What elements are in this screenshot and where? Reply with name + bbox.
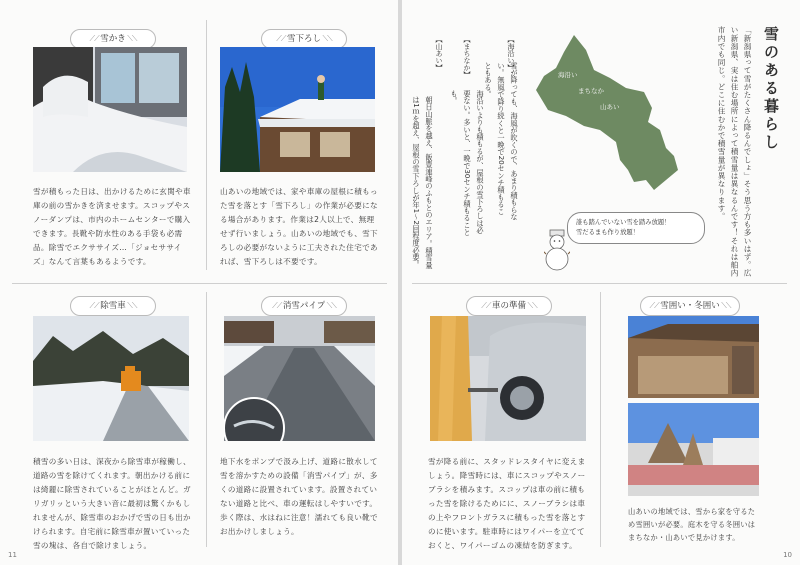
row-divider <box>12 283 387 284</box>
photo-snow-shoveling <box>33 47 187 172</box>
page-number-right: 10 <box>783 551 792 559</box>
photo-snow-fence-house <box>628 316 759 398</box>
section-title-roof-snow: ⟋⟋ 雪下ろし ⟍⟍ <box>261 29 347 49</box>
intro-text: 「新潟県って雪がたくさん降るんでしょ」そう思う方も多いはず。広い新潟県、実は住む場所によって積雪量は異なるんです！それは舶内市内でも同じ。どこに住むかで積雪量が異なります。 <box>717 26 752 278</box>
section-title-snow-fence: ⟋⟋ 雪囲い・冬囲い ⟍⟍ <box>640 296 740 316</box>
section-text-roof-snow: 山あいの地域では、家や車庫の屋根に積もった雪を落とす「雪下ろし」の作業が必要になる場合があります。作業は2人以上で、無理せず行いましょう。山あいの地域でも、雪下ろしの必要がないように工夫された住宅であれば、雪下ろしは不要です。 <box>220 187 378 266</box>
region-label-town: 【まちなか】 <box>463 36 471 78</box>
map-label-town: まちなか <box>578 87 604 95</box>
column-divider <box>206 20 207 270</box>
section-title-snowplow: ⟋⟋ 除雪車 ⟍⟍ <box>70 296 156 316</box>
photo-snow-melting-pipe <box>224 316 375 441</box>
speech-line-1: 誰も踏んでいない雪を踏み放題！ <box>576 219 671 226</box>
photo-car-prep <box>430 316 586 441</box>
snowman-icon <box>544 228 570 272</box>
city-map <box>534 30 682 195</box>
map-label-mountain: 山あい <box>600 103 620 111</box>
section-title-car-prep: ⟋⟋ 車の準備 ⟍⟍ <box>466 296 552 316</box>
section-title-snow-melting-pipe: ⟋⟋ 消雪パイプ ⟍⟍ <box>261 296 347 316</box>
section-text-snow-melting-pipe: 地下水をポンプで汲み上げ、道路に散水して雪を溶かすための設備「消雪パイプ」が、多くの道路に設置されています。設置されていない道路と比べ、車の運転はしやすいです。歩く際は、水はねに注意！濡れても良い靴でお出かけしましょう。 <box>220 457 378 536</box>
photo-winter-tree-wrap <box>628 403 759 496</box>
right-page <box>402 0 800 565</box>
map-label-coast: 海沿い <box>558 71 578 79</box>
region-text-coast: 雪が降っても、海風が吹くので、あまり積もらない。無風で降り続くと一晩で20センチ積もることもある。 <box>484 62 519 221</box>
region-text-town: 海沿いよりも積もるが、屋根の雪下ろしは必要ない。多いと、一晩で30センチ積もることも。 <box>450 90 485 236</box>
section-text-snow-shoveling: 雪が積もった日は、出かけるために玄関や車庫の前の雪かきを済ませます。スコップやスノーダンプは、市内のホームセンターで購入できます。長靴や防水性のある手袋も必需品。除雪でエクササイズ…「ジョセササイズ」なんて言葉もあるようです。 <box>33 187 191 266</box>
section-text-snow-fence: 山あいの地域では、雪から家を守るため雪囲いが必要。庭木を守る冬囲いはまちなか・山あいで見かけます。 <box>628 507 756 542</box>
photo-roof-snow-removal <box>220 47 375 172</box>
page-title: 雪のある暮らし <box>762 26 780 152</box>
photo-snowplow <box>33 316 189 441</box>
page-number-left: 11 <box>8 551 17 559</box>
section-title-snow-shoveling: ⟋⟋ 雪かき ⟍⟍ <box>70 29 156 49</box>
column-divider <box>600 292 601 547</box>
column-divider <box>206 292 207 547</box>
speech-bubble <box>567 212 705 244</box>
speech-line-2: 雪だるまも作り放題！ <box>576 229 639 236</box>
left-page <box>0 0 398 565</box>
region-label-mountain: 【山あい】 <box>435 36 443 71</box>
region-text-mountain: 朝日山脈を越え、飯豊連峰のふもとのエリア。積雪量は1ｍを超え、屋根の雪下ろしが年1～2回程度必要。 <box>412 96 434 269</box>
section-text-snowplow: 積雪の多い日は、深夜から除雪車が稼働し、道路の雪を除けてくれます。朝出かける前には綺麗に除雪されていることがほとんど。ガリガリッという大きい音に最初は驚くかもしれませんが、除雪車のおかげで雪の日も出かけられます。自宅前に除雪車が置いていった雪の塊は、各自で除けましょう。 <box>33 457 191 550</box>
section-text-car-prep: 雪が降る前に、スタッドレスタイヤに変えましょう。降雪時には、車にスコップやスノーブラシを積みます。スコップは車の前に積もった雪を除けるためにに、スノーブラシは車の上やフロントガラスに積もった雪を落とすのに使います。駐車時にはワイパーを立てておくと、ワイパーゴムの凍結を防ぎます。 <box>428 457 586 550</box>
row-divider <box>412 283 787 284</box>
region-label-coast: 【海沿い】 <box>507 36 515 71</box>
